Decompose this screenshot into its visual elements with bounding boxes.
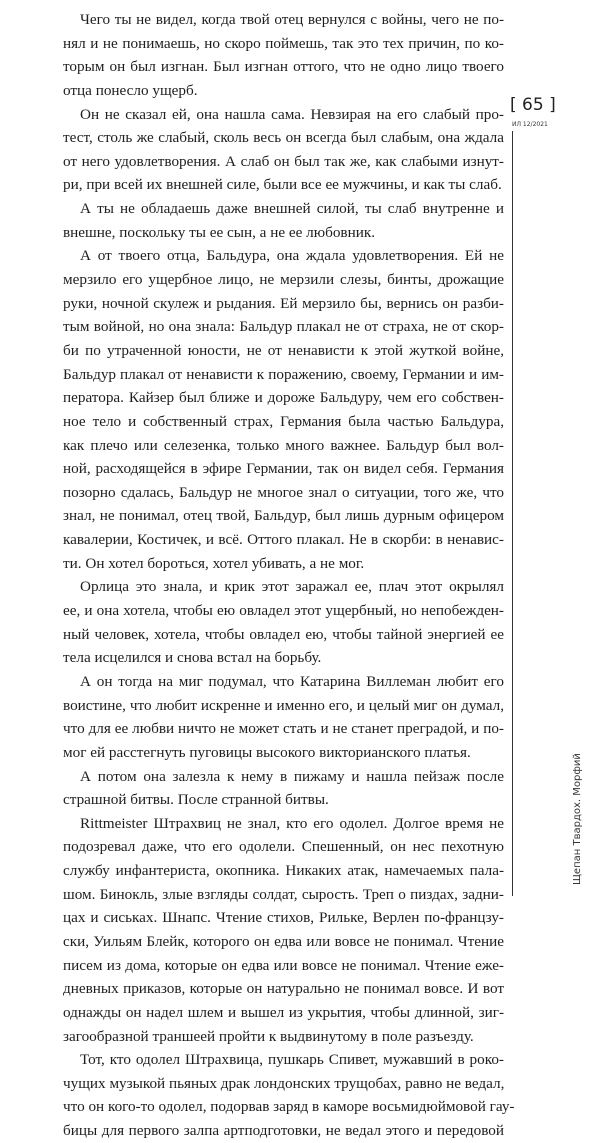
running-head: Щепан Твардох. Морфий: [572, 753, 583, 885]
text-line: нял и не понимаешь, но скоро поймешь, так это тех причин, по ко-: [63, 34, 504, 52]
text-line: А он тогда на миг подумал, что Катарина Виллеман любит его: [80, 672, 504, 690]
text-line: страшной битвы. После странной битвы.: [63, 791, 329, 809]
text-line: воистине, что любит искренне и именно его, и целый миг он думал,: [63, 696, 504, 714]
text-line: цах и сиськах. Шнапс. Чтение стихов, Рильке, Верлен по-францзу-: [63, 909, 504, 927]
text-line: чущих музыкой пьяных драк лондонских трущобах, равно не ведал,: [63, 1074, 505, 1092]
text-line: мог ей расстегнуть пуговицы высокого викторианского платья.: [63, 743, 471, 761]
text-line: кавалерии, Костичек, и всё. Оттого плакал. Не в скорби: в ненавис-: [63, 531, 504, 549]
text-line: ри, при всей их внешней силе, были все ее мужчины, и как ты слаб.: [63, 176, 502, 194]
text-line: тела исцелился и снова встал на борьбу.: [63, 649, 322, 667]
issue-label: ИЛ 12/2021: [512, 121, 548, 128]
text-line: Он не сказал ей, она нашла сама. Невзирая на его слабый про-: [80, 105, 504, 123]
page-number: [ 65 ]: [510, 95, 556, 115]
text-line: ски, Уильям Блейк, которого он едва или вовсе не понимал. Чтение: [63, 932, 504, 950]
text-line: ной, расходящейся в эфире Германии, так он видел себя. Германия: [63, 460, 504, 478]
text-line: Бальдур плакал от ненависти к поражению, своему, Германии и им-: [63, 365, 504, 383]
margin-rule: [512, 131, 513, 896]
text-line: руки, ночной скулеж и рыдания. Ей мерзило бы, вернись он разби-: [63, 294, 504, 312]
text-line: что для ее любви ничто не может стать и не станет преградой, и по-: [63, 720, 504, 738]
text-line: ное тело и собственный страх, Германия была частью Бальдура,: [63, 412, 504, 430]
text-line: Орлица это знала, и крик этот заражал ее, плач этот окрылял: [80, 578, 504, 596]
text-line: ее, и она хотела, чтобы ею овладел этот ущербный, но непобежден-: [63, 602, 504, 620]
text-line: от него удовлетворения. А слаб он был так же, как слабыми изнут-: [63, 152, 504, 170]
text-line: писем из дома, которые он едва или вовсе не понимал. Чтение еже-: [63, 956, 504, 974]
text-line: как плечо или селезенка, только много важнее. Бальдур был вол-: [63, 436, 504, 454]
text-line: ный человек, хотела, чтобы овладел ею, чтобы тайной энергией ее: [63, 625, 504, 643]
text-line: что он кого-то одолел, подорвав заряд в каморе восьмидюймовой гау-: [63, 1098, 515, 1116]
text-line: Rittmeister Штрахвиц не знал, кто его одолел. Долгое время не: [80, 814, 504, 832]
text-line: однажды он надел шлем и вышел из укрытия, чтобы длинной, зиг-: [63, 1003, 504, 1021]
text-line: ператора. Кайзер был ближе и дороже Бальдуру, чем его собствен-: [63, 389, 504, 407]
text-line: шом. Бинокль, злые взгляды солдат, сырость. Треп о пиздах, задни-: [63, 885, 504, 903]
text-line: мерзило его ущербное лицо, не мерзили слезы, бинты, дрожащие: [63, 271, 504, 289]
text-line: А потом она залезла к нему в пижаму и нашла пейзаж после: [80, 767, 504, 785]
text-line: тым войной, но она знала: Бальдур плакал не от страха, не от скор-: [63, 318, 504, 336]
text-line: загообразной траншеей пройти к выдвинутому в поле разъезду.: [63, 1027, 474, 1045]
text-line: позорно сдалась, Бальдур не многое знал о ситуации, того же, что: [63, 483, 504, 501]
text-line: дневных приказов, которые он натурально не понимал вовсе. И вот: [63, 980, 504, 998]
text-line: торым он был изгнан. Был изгнан оттого, что не одно лицо твоего: [63, 58, 504, 76]
text-line: службу инфантериста, окопника. Никаких атак, намечаемых пала-: [63, 862, 504, 880]
text-line: тест, столь же слабый, сколь весь он всегда был слабым, она ждала: [63, 129, 504, 147]
text-line: Чего ты не видел, когда твой отец вернулся с войны, чего не по-: [80, 11, 504, 28]
text-line: ти. Он хотел бороться, хотел убивать, а не мог.: [63, 554, 365, 572]
body-text: [63, 8, 515, 1143]
text-line: А от твоего отца, Бальдура, она ждала удовлетворения. Ей не: [80, 247, 504, 265]
text-line: бицы для первого залпа артподготовки, не ведал этого и передовой: [63, 1122, 504, 1140]
text-line: подозревал даже, что его одолели. Спешенный, он нес пехотную: [63, 838, 504, 856]
text-line: А ты не обладаешь даже внешней силой, ты слаб внутренне и: [80, 200, 504, 218]
text-line: знал, не понимал, отец твой, Бальдур, был лишь дурным офицером: [63, 507, 504, 525]
text-line: отца понесло ущерб.: [63, 81, 198, 99]
text-line: би по утраченной юности, не от ненависти к этой жуткой войне,: [63, 341, 504, 359]
text-line: Тот, кто одолел Штрахвица, пушкарь Спивет, мужавший в роко-: [80, 1051, 504, 1069]
text-line: внешне, поскольку ты ее сын, а не ее любовник.: [63, 223, 376, 241]
